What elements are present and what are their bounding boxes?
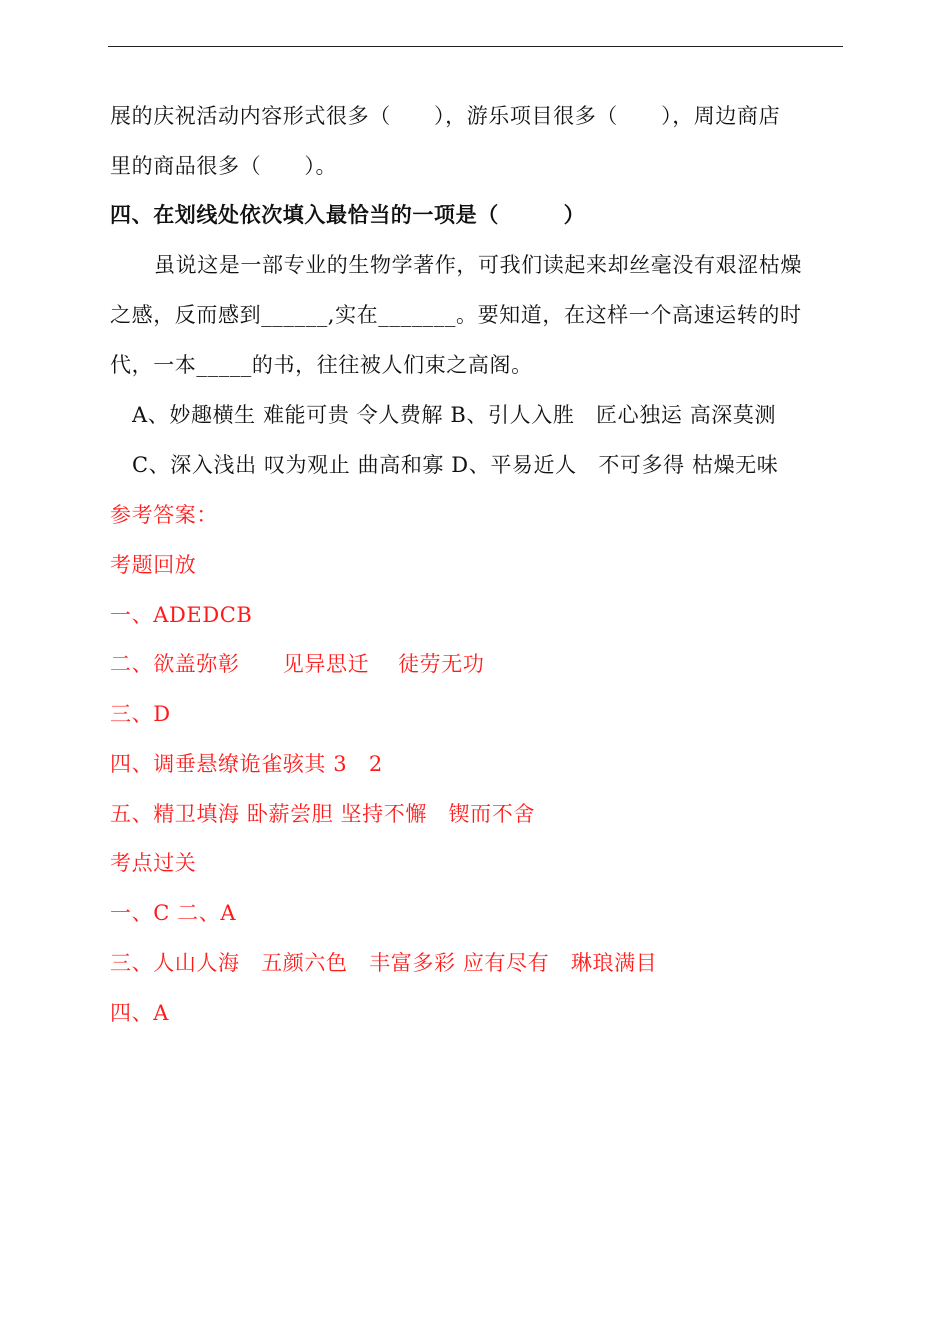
answers-section-title: 考题回放 bbox=[110, 553, 197, 577]
text-line: 展的庆祝活动内容形式很多（ ），游乐项目很多（ ），周边商店 bbox=[110, 104, 781, 128]
question-paragraph: 虽说这是一部专业的生物学著作，可我们读起来却丝毫没有艰涩枯燥 bbox=[154, 253, 802, 277]
answer-item: 四、A bbox=[110, 1001, 169, 1025]
question-paragraph: 之感，反而感到______,实在_______。要知道，在这样一个高速运转的时 bbox=[110, 303, 802, 327]
text-line: 里的商品很多（ ）。 bbox=[110, 154, 338, 178]
answer-item: 一、C 二、A bbox=[110, 901, 237, 925]
answer-item: 四、调垂悬缭诡雀骇其 3 2 bbox=[110, 752, 383, 776]
answer-item: 二、欲盖弥彰 见异思迁 徒劳无功 bbox=[110, 652, 485, 676]
header-rule bbox=[108, 46, 843, 47]
answer-options: C、深入浅出 叹为观止 曲高和寡 D、平易近人 不可多得 枯燥无味 bbox=[132, 453, 779, 477]
answer-item: 三、人山人海 五颜六色 丰富多彩 应有尽有 琳琅满目 bbox=[110, 951, 658, 975]
question-paragraph: 代，一本_____的书，往往被人们束之高阁。 bbox=[110, 353, 533, 377]
answers-heading: 参考答案： bbox=[110, 503, 218, 527]
answer-options: A、妙趣横生 难能可贵 令人费解 B、引人入胜 匠心独运 高深莫测 bbox=[132, 403, 777, 427]
answer-item: 五、精卫填海 卧薪尝胆 坚持不懈 锲而不舍 bbox=[110, 802, 535, 826]
answers-section-title: 考点过关 bbox=[110, 851, 197, 875]
question-heading: 四、在划线处依次填入最恰当的一项是（ ） bbox=[110, 202, 586, 227]
answer-item: 一、ADEDCB bbox=[110, 603, 253, 627]
answer-item: 三、D bbox=[110, 702, 171, 726]
